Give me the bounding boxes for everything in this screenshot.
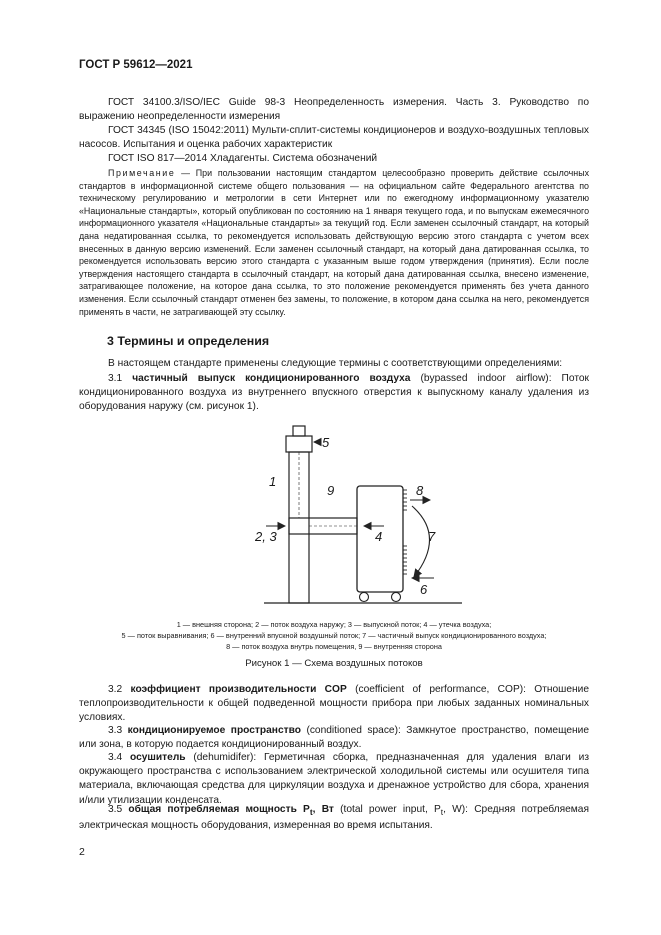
label-9: 9 xyxy=(327,483,335,498)
term-name: общая потребляемая мощность $P_t$, Вт xyxy=(128,804,334,818)
page-number: 2 xyxy=(79,846,85,858)
note-text: При пользовании настоящим стандартом целесообразно проверить действие ссылочных стандартов в информационной системе общего пользования — на официальном сайте Федерального агентства по техническому регулированию и метрологии в сети Интернет или по ежегодному информационному указателю «Национальные стандарты», который опубликован по состоянию на 1 января текущего года, и по выпускам ежемесячного информационного указателя «Национальные стандарты» за текущий год. Если заменен ссылочный стандарт, на который дана недатированная ссылка, то рекомендуется использовать действующую версию этого стандарта с учетом всех внесенных в данную версию изменений. Если заменен ссылочный стандарт, на который дана датированная ссылка, то рекомендуется использовать версию этого стандарта с указанным выше годом утверждения (принятия). Если после утверждения настоящего стандарта в ссылочный стандарт, на который дана датированная ссылка, внесено изменение, затрагивающее положение, на которое дана ссылка, то это положение рекомендуется применять без учета данного изменения. Если ссылочный стандарт отменен без замены, то положение, в котором дана ссылка на него, рекомендуется применять в части, не затрагивающей эту ссылку. xyxy=(79,168,590,317)
term-name: коэффициент производительности COP xyxy=(130,684,347,695)
wheel-right xyxy=(392,593,401,602)
duct-cap xyxy=(286,436,312,452)
note-label: Примечание xyxy=(108,168,176,178)
term-name: кондиционируемое пространство xyxy=(127,725,301,736)
term-3-5: 3.5 общая потребляемая мощность $P_t$, Вт (total power input, $P_t$, W): Средняя потребляемая электрическая мощность оборудования, измеренная во время испытания. xyxy=(79,804,589,832)
label-4: 4 xyxy=(375,529,383,544)
label-1: 1 xyxy=(269,474,277,489)
figure-legend: 5 — поток выравнивания; 6 — внутренний впускной воздушный поток; 7 — частичный выпуск кондиционированного воздуха; xyxy=(121,631,547,640)
note-paragraph: Примечание — При пользовании настоящим стандартом целесообразно проверить действие ссылочных стандартов в информационной системе общего пользования — на официальном сайте Федерального агентства по техническому регулированию и метрологии в сети Интернет или по ежегодному информационному указателю «Национальные стандарты», который опубликован по состоянию на 1 января текущего года, и по выпускам ежемесячного информационного указателя «Национальные стандарты» за текущий год. Если заменен ссылочный стандарт, на который дана недатированная ссылка, то рекомендуется использовать действующую версию этого стандарта с учетом всех внесенных в данную версию изменений. Если заменен ссылочный стандарт, на который дана датированная ссылка, то рекомендуется использовать версию этого стандарта с указанным выше годом утверждения (принятия). Если после утверждения настоящего стандарта в ссылочный стандарт, на который дана датированная ссылка, внесено изменение, затрагивающее положение, на которое дана ссылка, то это положение рекомендуется применять без учета данного изменения. Если ссылочный стандарт отменен без замены, то положение, в котором дана ссылка на него, рекомендуется применять в части, не затрагивающей эту ссылку. xyxy=(79,168,590,317)
term-3-3: 3.3 кондиционируемое пространство (conditioned space): Замкнутое пространство, помещение или зона, в которую подается кондиционированный воздух. xyxy=(79,725,589,751)
label-2-3: 2, 3 xyxy=(255,529,277,544)
section-intro: В настоящем стандарте применены следующие термины с соответствующими определениями: xyxy=(108,358,563,369)
figure-legend: 8 — поток воздуха внутрь помещения, 9 — внутренняя сторона xyxy=(226,642,442,651)
term-3-4: 3.4 осушитель (dehumidifer): Герметичная сборка, предназначенная для удаления влаги из окружающего пространства с использованием электрической холодильной системы или осушителя типа материала, включающая средства для циркуляции воздуха и дренажное устройство для сбора, хранения и/или утилизации конденсата. xyxy=(79,752,589,806)
wheel-left xyxy=(360,593,369,602)
duct-cap-top xyxy=(293,426,305,436)
label-6: 6 xyxy=(420,582,428,597)
term-name: осушитель xyxy=(129,752,186,763)
label-8: 8 xyxy=(416,483,424,498)
document-header: ГОСТ Р 59612—2021 xyxy=(79,59,193,71)
label-7: 7 xyxy=(428,529,436,544)
section-title: 3 Термины и определения xyxy=(107,334,270,348)
reference-item: ГОСТ 34100.3/ISO/IEC Guide 98-3 Неопределенность измерения. Часть 3. Руководство по выражению неопределенности измерения xyxy=(79,97,589,123)
arrow-7 xyxy=(412,506,430,577)
figure-legend: 1 — внешняя сторона; 2 — поток воздуха наружу; 3 — выпускной поток; 4 — утечка воздуха; xyxy=(176,620,492,629)
reference-item: ГОСТ ISO 817—2014 Хладагенты. Система обозначений xyxy=(108,153,378,164)
term-name: частичный выпуск кондиционированного воздуха xyxy=(132,373,411,384)
reference-item: ГОСТ 34345 (ISO 15042:2011) Мульти-сплит-системы кондиционеров и воздухо-воздушных тепловых насосов. Испытания и оценка рабочих характеристик xyxy=(79,125,589,151)
label-5: 5 xyxy=(322,435,330,450)
figure-title: Рисунок 1 — Схема воздушных потоков xyxy=(245,658,423,669)
term-3-2: 3.2 коэффициент производительности COP (coefficient of performance, COP): Отношение теплопроизводительности к общей подведенной мощности прибора при любых заданных номинальных условиях. xyxy=(79,684,590,724)
term-3-1: 3.1 частичный выпуск кондиционированного воздуха (bypassed indoor airflow): Поток кондиционированного воздуха из внутреннего впускного отверстия к выпускному каналу удаления из оборудования наружу (см. рисунок 1). xyxy=(79,373,589,413)
